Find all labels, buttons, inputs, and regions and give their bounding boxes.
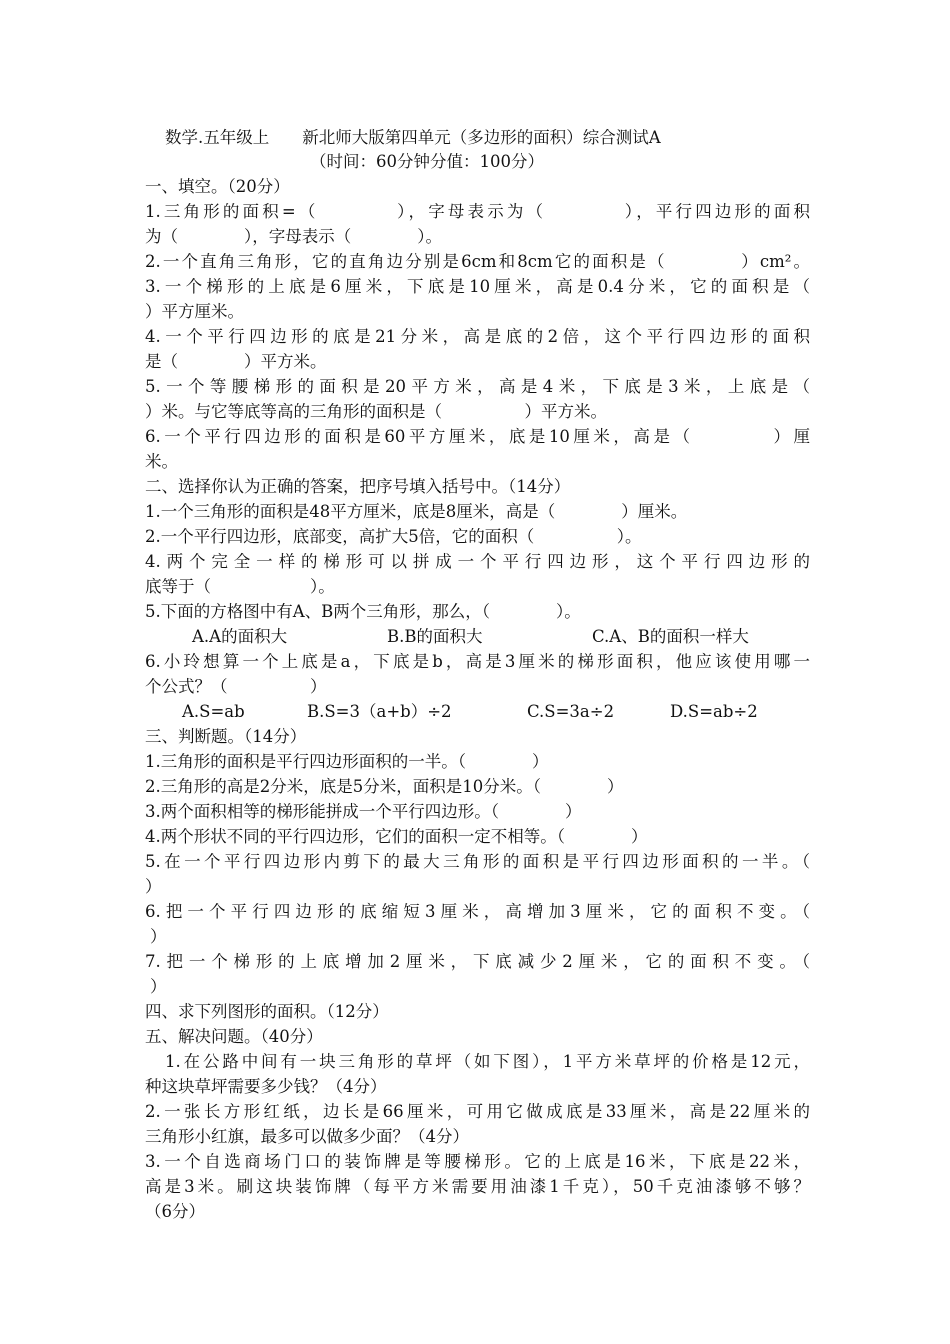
s2-q5-option-a: A.A的面积大: [192, 627, 288, 646]
s2-q4-line2: 底等于（ ）。: [145, 577, 335, 596]
s5-q3-line2: 高是3米。刷这块装饰牌（每平方米需要用油漆1千克），50千克油漆够不够？: [145, 1177, 810, 1196]
s2-q6-option-d: D.S=ab÷2: [670, 702, 758, 721]
exam-subtitle: （时间：60分钟分值：100分）: [310, 152, 544, 171]
s1-q3-line1: 3.一个梯形的上底是6厘米，下底是10厘米，高是0.4分米，它的面积是（: [145, 277, 810, 296]
s3-q4: 4.两个形状不同的平行四边形，它们的面积一定不相等。（ ）: [145, 827, 648, 846]
s5-q3-line1: 3.一个自选商场门口的装饰牌是等腰梯形。它的上底是16米，下底是22米，: [145, 1152, 810, 1171]
s3-q5-line1: 5.在一个平行四边形内剪下的最大三角形的面积是平行四边形面积的一半。（: [145, 852, 810, 871]
s1-q2: 2.一个直角三角形，它的直角边分别是6cm和8cm它的面积是（ ）cm²。: [145, 252, 810, 271]
s3-q2: 2.三角形的高是2分米，底是5分米，面积是10分米。（ ）: [145, 777, 624, 796]
s2-q6-line1: 6.小玲想算一个上底是a，下底是b，高是3厘米的梯形面积，他应该使用哪一: [145, 652, 810, 671]
section5-heading: 五、解决问题。（40分）: [145, 1027, 323, 1046]
s5-q2-line2: 三角形小红旗，最多可以做多少面？（4分）: [145, 1127, 469, 1146]
s1-q6-line1: 6.一个平行四边形的面积是60平方厘米，底是10厘米，高是（ ）厘: [145, 427, 810, 446]
s2-q4-line1: 4.两个完全一样的梯形可以拼成一个平行四边形，这个平行四边形的: [145, 552, 810, 571]
s5-q1-line2: 种这块草坪需要多少钱？（4分）: [145, 1077, 387, 1096]
s3-q5-line2: ）: [145, 877, 162, 896]
s2-q6-option-a: A.S=ab: [182, 702, 245, 721]
s1-q6-line2: 米。: [145, 452, 178, 471]
s3-q1: 1.三角形的面积是平行四边形面积的一半。（ ）: [145, 752, 549, 771]
s5-q1-line1: 1.在公路中间有一块三角形的草坪（如下图），1平方米草坪的价格是12元，: [165, 1052, 810, 1071]
s5-q3-line3: （6分）: [145, 1202, 205, 1221]
s2-q5-option-c: C.A、B的面积一样大: [592, 627, 749, 646]
s1-q1-line2: 为（ ），字母表示（ ）。: [145, 227, 442, 246]
s2-q6-option-c: C.S=3a÷2: [527, 702, 615, 721]
s1-q3-line2: ）平方厘米。: [145, 302, 244, 321]
s1-q1-line1: 1.三角形的面积=（ ），字母表示为（ ），平行四边形的面积: [145, 202, 810, 221]
s3-q3: 3.两个面积相等的梯形能拼成一个平行四边形。（ ）: [145, 802, 582, 821]
s3-q6-line2: ）: [150, 927, 167, 946]
s2-q6-option-b: B.S=3（a+b）÷2: [307, 702, 452, 721]
s2-q5-option-b: B.B的面积大: [387, 627, 483, 646]
s2-q5: 5.下面的方格图中有A、B两个三角形，那么，（ ）。: [145, 602, 581, 621]
section2-heading: 二、选择你认为正确的答案，把序号填入括号中。（14分）: [145, 477, 571, 496]
s1-q4-line2: 是（ ）平方米。: [145, 352, 327, 371]
s2-q6-line2: 个公式？（ ）: [145, 677, 327, 696]
s1-q5-line1: 5.一个等腰梯形的面积是20平方米，高是4米，下底是3米，上底是（: [145, 377, 810, 396]
s5-q2-line1: 2.一张长方形红纸，边长是66厘米，可用它做成底是33厘米，高是22厘米的: [145, 1102, 810, 1121]
s1-q5-line2: ）米。与它等底等高的三角形的面积是（ ）平方米。: [145, 402, 607, 421]
s2-q1: 1.一个三角形的面积是48平方厘米，底是8厘米，高是（ ）厘米。: [145, 502, 688, 521]
exam-title: 数学.五年级上 新北师大版第四单元（多边形的面积）综合测试A: [165, 128, 661, 147]
section3-heading: 三、判断题。（14分）: [145, 727, 307, 746]
s2-q2: 2.一个平行四边形，底部变，高扩大5倍，它的面积（ ）。: [145, 527, 642, 546]
section1-heading: 一、填空。（20分）: [145, 177, 290, 196]
s3-q7-line1: 7.把一个梯形的上底增加2厘米，下底减少2厘米，它的面积不变。（: [145, 952, 810, 971]
s3-q7-line2: ）: [150, 977, 167, 996]
s1-q4-line1: 4.一个平行四边形的底是21分米，高是底的2倍，这个平行四边形的面积: [145, 327, 810, 346]
s3-q6-line1: 6.把一个平行四边形的底缩短3厘米，高增加3厘米，它的面积不变。（: [145, 902, 810, 921]
section4-heading: 四、求下列图形的面积。（12分）: [145, 1002, 389, 1021]
